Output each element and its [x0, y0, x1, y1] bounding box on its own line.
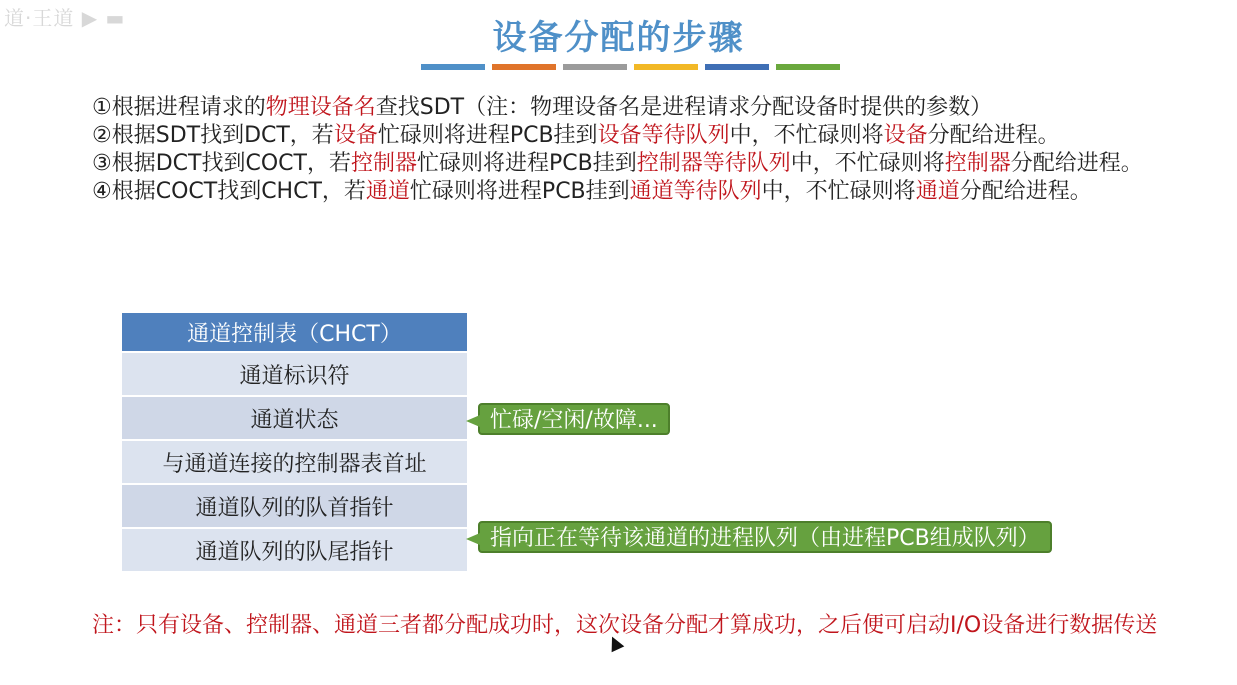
- bar-2: [492, 64, 556, 70]
- bar-6: [776, 64, 840, 70]
- highlight-text: 设备: [333, 123, 378, 148]
- chct-table: [122, 313, 467, 573]
- step-text: 中，不忙碌则将: [790, 151, 945, 176]
- highlight-text: 控制器: [944, 151, 1011, 176]
- table-row: 通道队列的队首指针: [122, 485, 467, 529]
- note-text: 注：只有设备、控制器、通道三者都分配成功时，这次设备分配才算成功，之后便可启动I/O设备进行数据传送: [92, 613, 1158, 638]
- steps-list: [92, 94, 1212, 206]
- table-header: 通道控制表（CHCT）: [122, 313, 467, 353]
- step-text: ④根据COCT找到CHCT，若: [92, 179, 366, 204]
- step-text: 中，不忙碌则将: [761, 179, 916, 204]
- bar-4: [634, 64, 698, 70]
- title-underline-bars: [421, 64, 840, 70]
- watermark: 道·王道 ▶ ▬: [4, 6, 126, 30]
- slide-title: 设备分配的步骤: [492, 18, 745, 58]
- step-text: ②根据SDT找到DCT，若: [92, 123, 334, 148]
- bar-3: [563, 64, 627, 70]
- step-text: 忙碌则将进程PCB挂到: [409, 179, 630, 204]
- table-row: 通道标识符: [122, 353, 467, 397]
- status-callout: 忙碌/空闲/故障...: [478, 403, 670, 435]
- table-row: 与通道连接的控制器表首址: [122, 441, 467, 485]
- highlight-text: 通道: [915, 179, 960, 204]
- highlight-text: 控制器: [350, 151, 417, 176]
- step-2: [92, 122, 1212, 150]
- step-text: 分配给进程。: [959, 179, 1092, 204]
- step-text: ①根据进程请求的: [92, 95, 266, 120]
- highlight-text: 设备: [883, 123, 928, 148]
- highlight-text: 通道等待队列: [629, 179, 762, 204]
- highlight-text: 物理设备名: [265, 95, 376, 120]
- queue-callout: 指向正在等待该通道的进程队列（由进程PCB组成队列）: [478, 521, 1052, 553]
- table-row: 通道队列的队尾指针: [122, 529, 467, 573]
- step-3: [92, 150, 1212, 178]
- step-text: 查找SDT（注：物理设备名是进程请求分配设备时提供的参数）: [375, 95, 993, 120]
- step-text: 忙碌则将进程PCB挂到: [377, 123, 598, 148]
- highlight-text: 设备等待队列: [597, 123, 730, 148]
- table-row: 通道状态: [122, 397, 467, 441]
- step-text: ③根据DCT找到COCT，若: [92, 151, 351, 176]
- step-4: [92, 178, 1212, 206]
- step-1: [92, 94, 1212, 122]
- step-text: 分配给进程。: [927, 123, 1060, 148]
- bar-5: [705, 64, 769, 70]
- highlight-text: 控制器等待队列: [636, 151, 791, 176]
- bar-1: [421, 64, 485, 70]
- step-text: 分配给进程。: [1010, 151, 1143, 176]
- step-text: 中，不忙碌则将: [729, 123, 884, 148]
- step-text: 忙碌则将进程PCB挂到: [416, 151, 637, 176]
- highlight-text: 通道: [365, 179, 410, 204]
